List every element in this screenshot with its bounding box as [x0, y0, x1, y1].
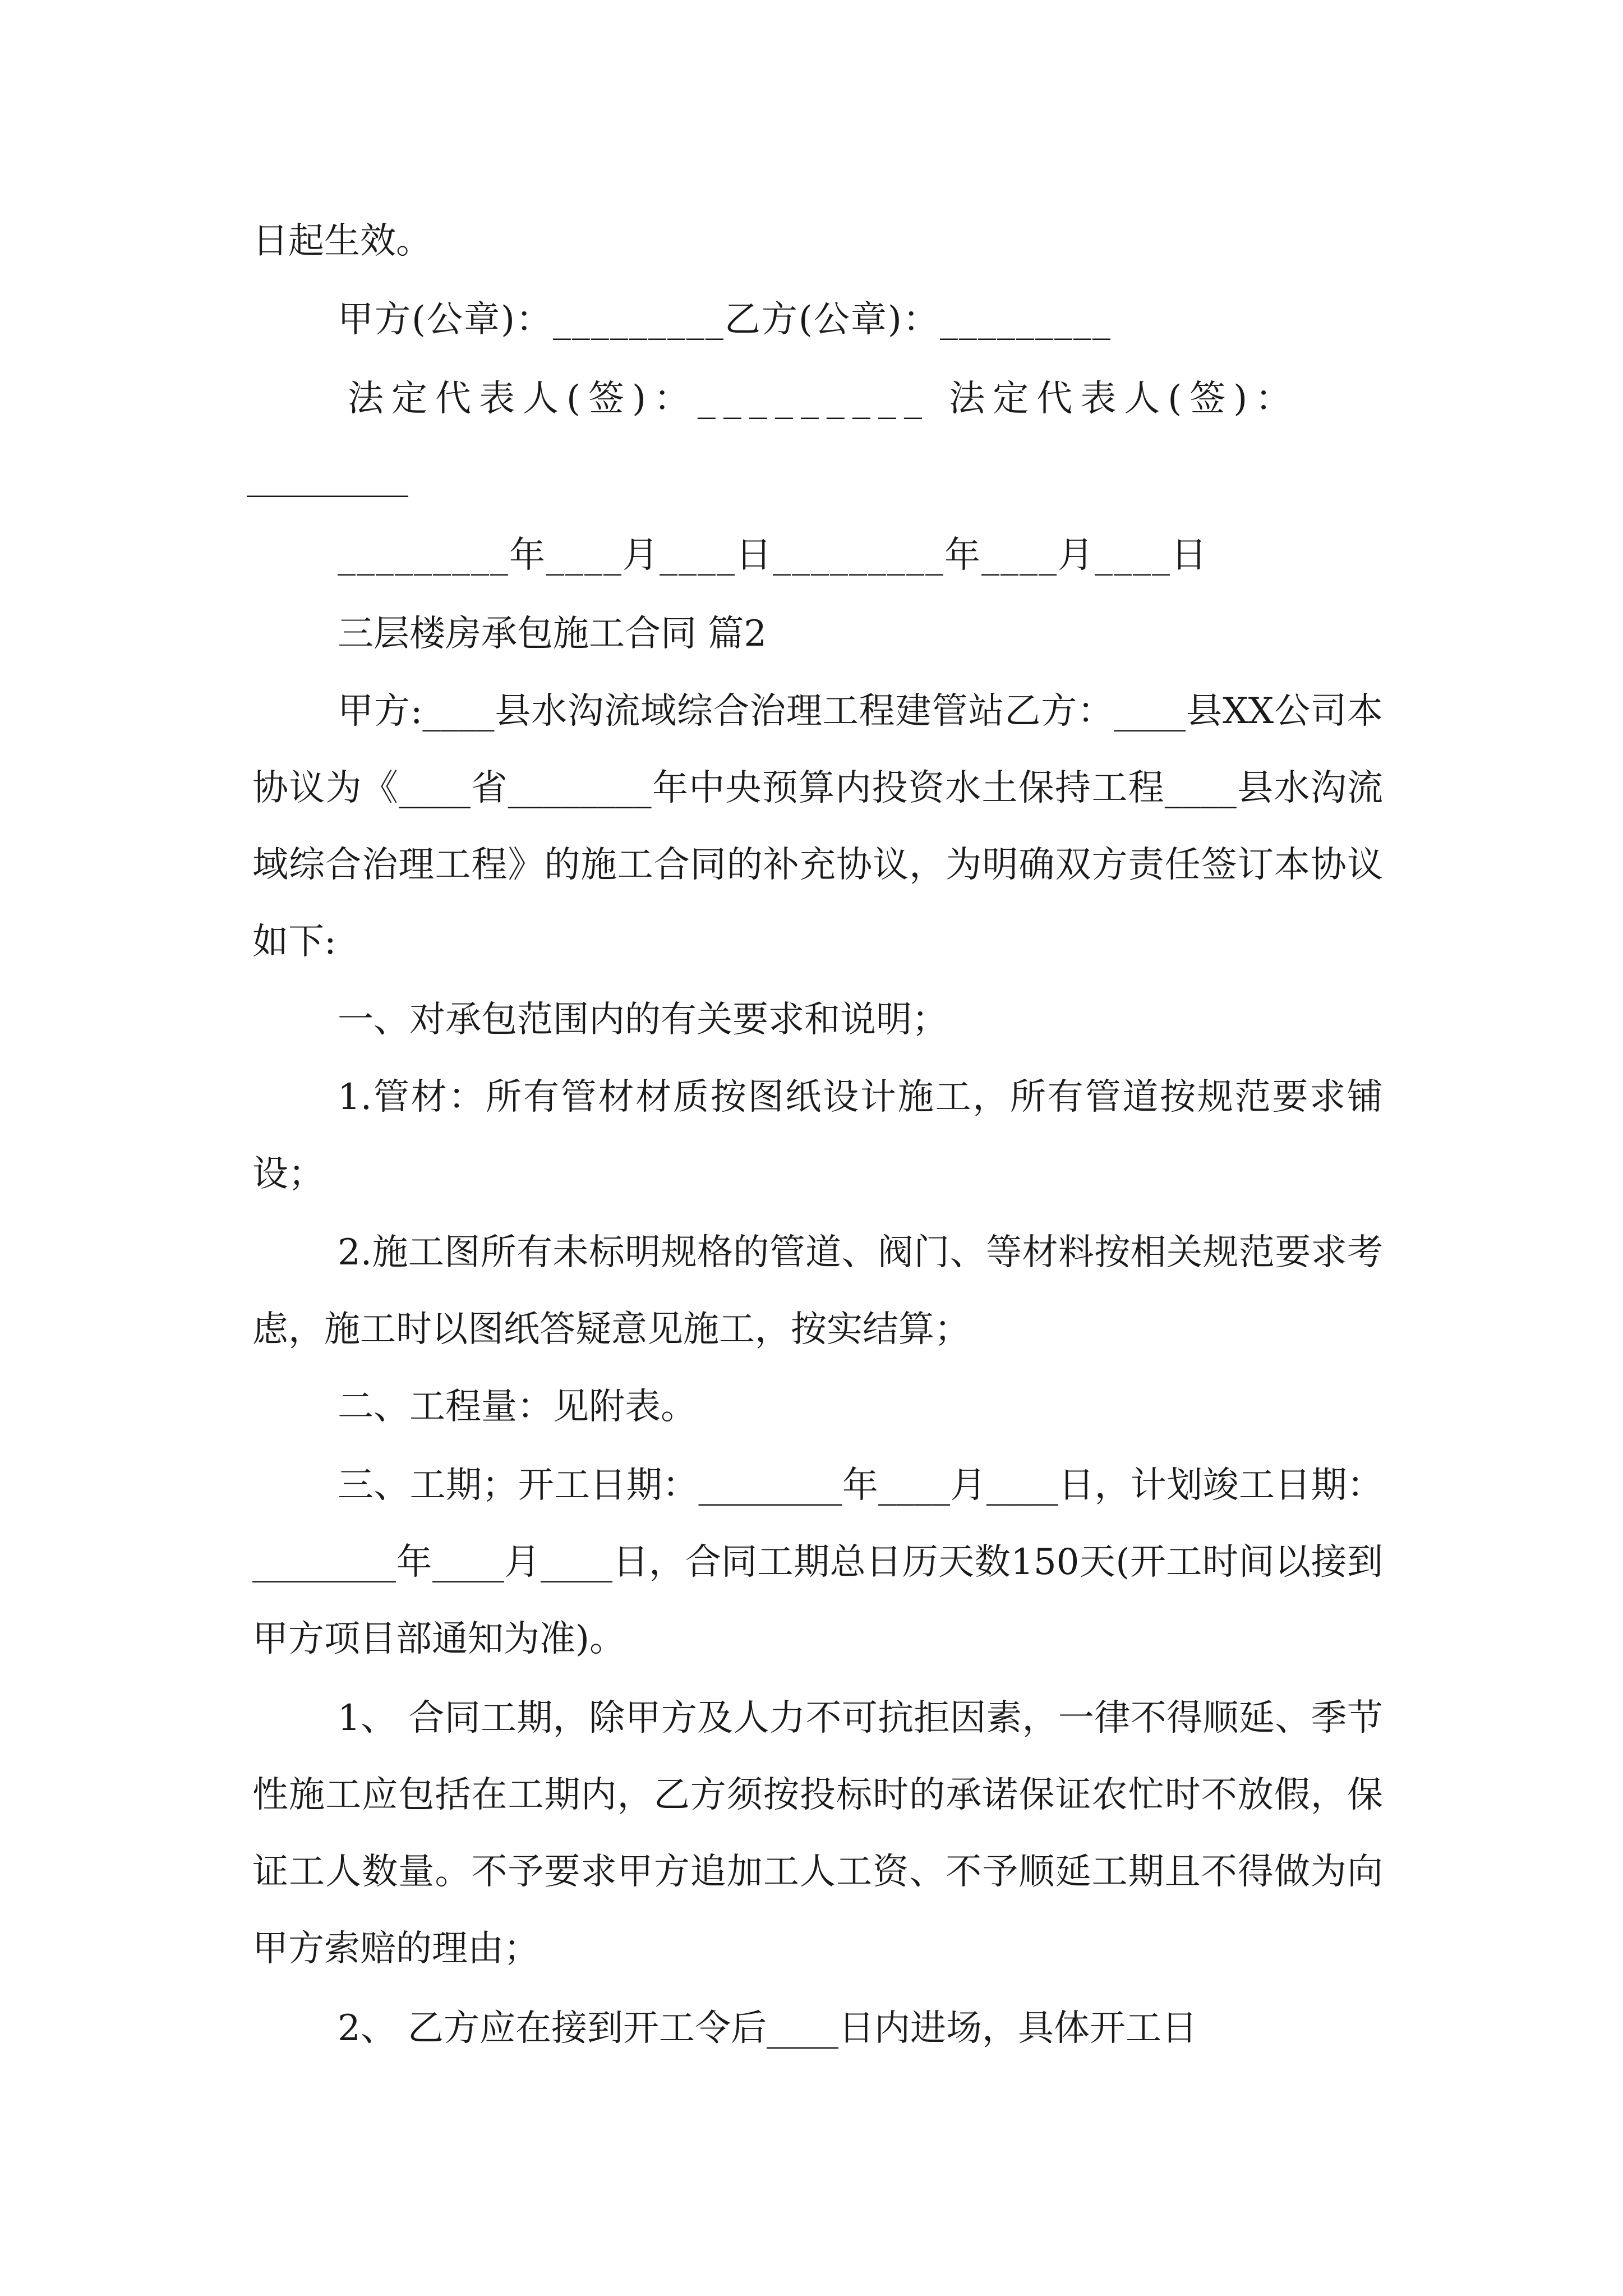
paragraph-quantities: 二、工程量：见附表。	[338, 1386, 697, 1428]
paragraph-entry: 2、 乙方应在接到开工令后____日内进场，具体开工日	[338, 2008, 1198, 2049]
line-legal-reps: 法定代表人(签)：_________ 法定代表人(签)：	[348, 378, 1299, 420]
line-seals: 甲方(公章)：_________乙方(公章)：_________	[338, 299, 1112, 341]
paragraph-scope: 一、对承包范围内的有关要求和说明；	[338, 999, 948, 1041]
line-effective: 日起生效。	[252, 220, 432, 262]
paragraph-drawings: 2.施工图所有未标明规格的管道、阀门、等材料按相关规范要求考虑，施工时以图纸答疑意见施工，按实结算；	[252, 1232, 1383, 1350]
line-blank: _________	[247, 456, 408, 498]
paragraph-period: 1、 合同工期，除甲方及人力不可抗拒因素，一律不得顺延、季节性施工应包括在工期内，乙方须按投标时的承诺保证农忙时不放假，保证工人数量。不予要求甲方追加工人工资、不予顺延工期且不得做为向甲方索赔的理由；	[252, 1697, 1383, 1970]
paragraph-pipes: 1.管材：所有管材材质按图纸设计施工，所有管道按规范要求铺设；	[252, 1076, 1383, 1195]
section-heading: 三层楼房承包施工合同 篇2	[338, 613, 767, 655]
paragraph-schedule: 三、工期；开工日期：________年____月____日，计划竣工日期：________年____月____日，合同工期总日历天数150天(开工时间以接到甲方项目部通知为准)。	[252, 1465, 1383, 1660]
paragraph-intro: 甲方:____县水沟流域综合治理工程建管站乙方：____县XX公司本协议为《____省________年中央预算内投资水土保持工程____县水沟流域综合治理工程》的施工合同的补充协议，为明确双方责任签订本协议如下:	[252, 691, 1383, 963]
line-dates: _________年____月____日_________年____月____日	[338, 535, 1208, 576]
